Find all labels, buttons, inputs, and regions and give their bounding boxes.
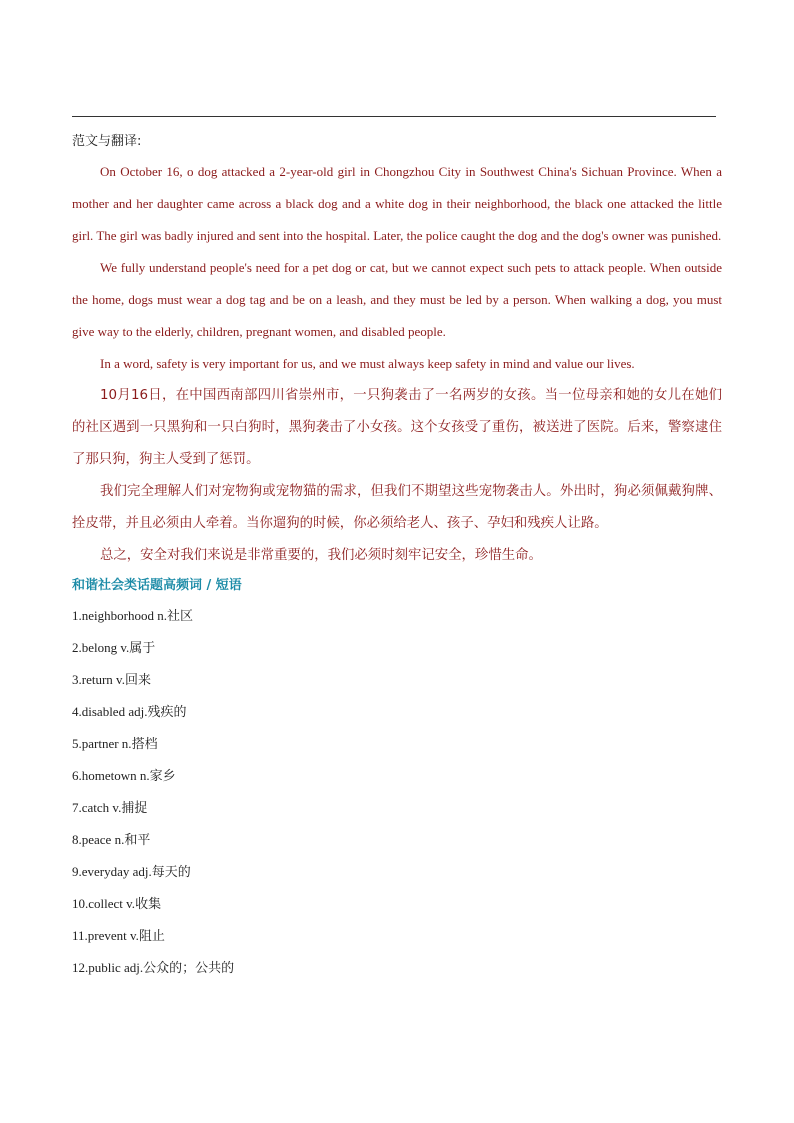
vocab-item — [72, 760, 722, 792]
vocab-term: 2.belong v. — [72, 640, 130, 655]
vocab-meaning: 公众的；公共的 — [143, 961, 235, 976]
vocab-list — [72, 600, 722, 984]
vocab-meaning: 搭档 — [131, 737, 158, 752]
vocab-item — [72, 856, 722, 888]
vocab-item — [72, 824, 722, 856]
vocab-meaning: 家乡 — [149, 769, 176, 784]
vocab-item — [72, 632, 722, 664]
section-label: 范文与翻译: — [72, 134, 142, 149]
vocab-term: 4.disabled adj. — [72, 704, 148, 719]
document-content — [72, 128, 722, 984]
vocab-item — [72, 952, 722, 984]
vocab-item — [72, 888, 722, 920]
vocab-term: 9.everyday adj. — [72, 864, 152, 879]
header-rule — [72, 116, 716, 117]
english-paragraph-2: We fully understand people's need for a pet dog or cat, but we cannot expect such pets to attack people. When outside the home, dogs must wear a dog tag and be on a leash, and they must be led by a person. When walking a dog, you must give way to the elderly, children, pregnant women, and disabled people. — [72, 260, 722, 339]
vocab-meaning: 捕捉 — [121, 801, 148, 816]
vocab-item — [72, 792, 722, 824]
vocab-meaning: 阻止 — [138, 929, 165, 944]
chinese-paragraph-1: 10月16日，在中国西南部四川省崇州市，一只狗袭击了一名两岁的女孩。当一位母亲和她的女儿在她们的社区遇到一只黑狗和一只白狗时，黑狗袭击了小女孩。这个女孩受了重伤，被送进了医院。后来，警察逮住了那只狗，狗主人受到了惩罚。 — [72, 388, 722, 467]
vocab-term: 11.prevent v. — [72, 928, 139, 943]
vocab-item — [72, 728, 722, 760]
vocab-term: 7.catch v. — [72, 800, 122, 815]
vocab-term: 6.hometown n. — [72, 768, 150, 783]
vocab-item — [72, 664, 722, 696]
vocab-term: 5.partner n. — [72, 736, 132, 751]
vocab-term: 3.return v. — [72, 672, 125, 687]
chinese-paragraph-3: 总之，安全对我们来说是非常重要的，我们必须时刻牢记安全，珍惜生命。 — [100, 548, 542, 563]
vocab-meaning: 社区 — [166, 609, 193, 624]
vocab-meaning: 回来 — [124, 673, 151, 688]
vocab-term: 10.collect v. — [72, 896, 136, 911]
vocab-item — [72, 920, 722, 952]
vocab-heading: 和谐社会类话题高频词 / 短语 — [72, 578, 242, 593]
vocab-meaning: 收集 — [135, 897, 162, 912]
vocab-meaning: 属于 — [129, 641, 156, 656]
vocab-meaning: 每天的 — [151, 865, 191, 880]
vocab-item — [72, 696, 722, 728]
chinese-paragraph-2: 我们完全理解人们对宠物狗或宠物猫的需求，但我们不期望这些宠物袭击人。外出时，狗必须佩戴狗牌、拴皮带，并且必须由人牵着。当你遛狗的时候，你必须给老人、孩子、孕妇和残疾人让路。 — [72, 484, 722, 531]
vocab-item — [72, 600, 722, 632]
vocab-term: 12.public adj. — [72, 960, 144, 975]
vocab-term: 8.peace n. — [72, 832, 125, 847]
vocab-meaning: 和平 — [124, 833, 151, 848]
english-paragraph-3: In a word, safety is very important for us, and we must always keep safety in mind and value our lives. — [100, 356, 635, 371]
vocab-term: 1.neighborhood n. — [72, 608, 167, 623]
english-paragraph-1: On October 16, o dog attacked a 2-year-old girl in Chongzhou City in Southwest China's Sichuan Province. When a mother and her daughter came across a black dog and a white dog in their neighborhood, the black one attacked the little girl. The girl was badly injured and sent into the hospital. Later, the police caught the dog and the dog's owner was punished. — [72, 164, 722, 243]
vocab-meaning: 残疾的 — [147, 705, 187, 720]
